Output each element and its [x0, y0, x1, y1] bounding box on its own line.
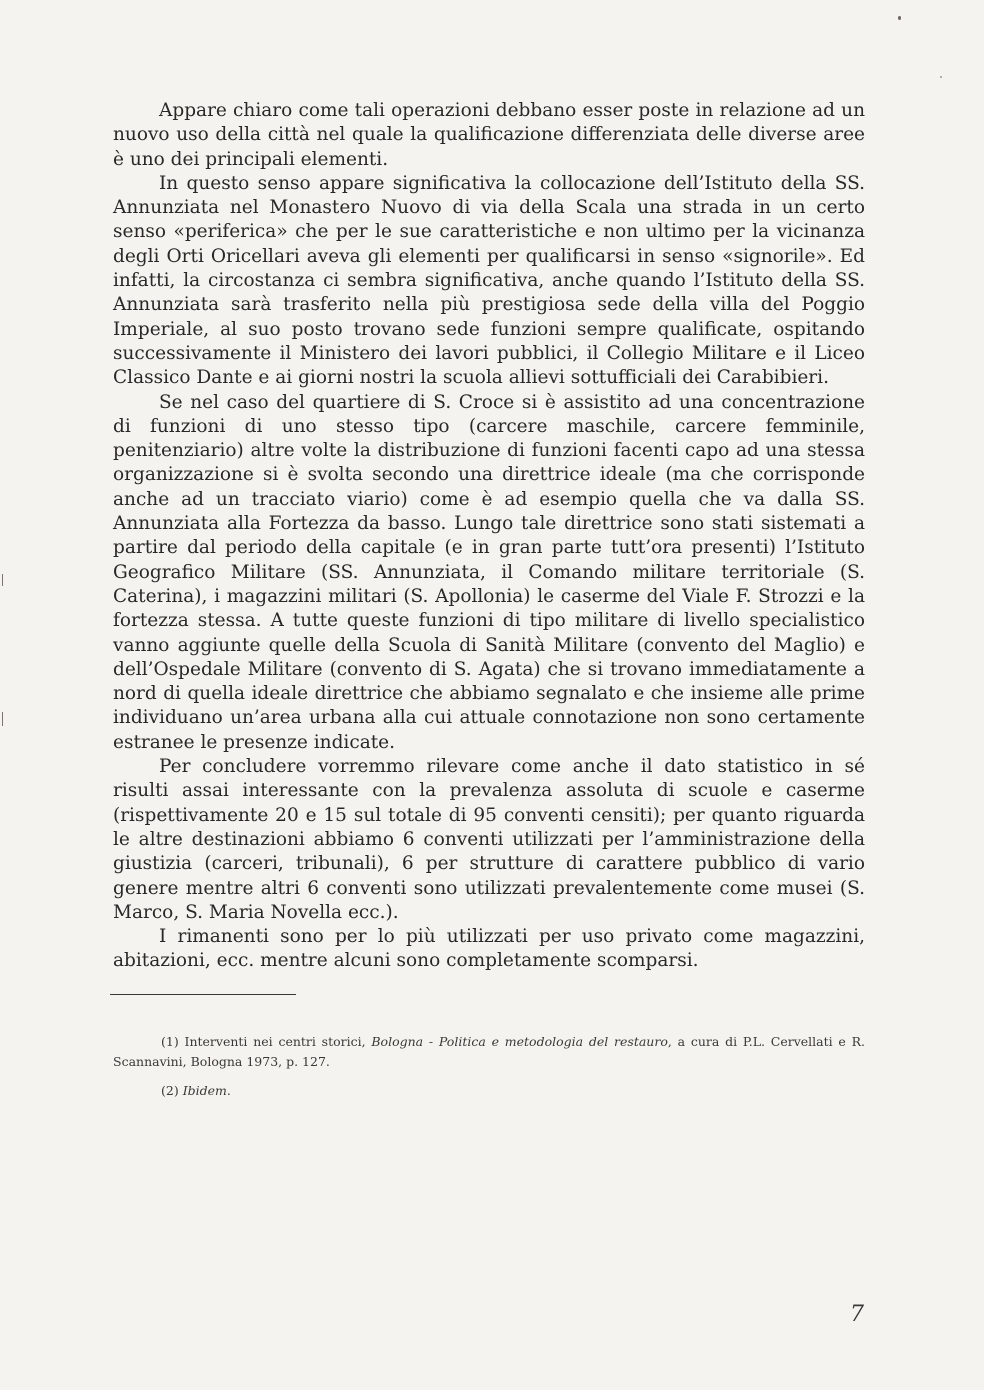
paragraph: Per concludere vorremmo rilevare come anche il dato statistico in sé risulti assai interessante con la prevalenza assoluta di scuole e caserme (rispettivamente 20 e 15 sul totale di 95 conventi censiti); per quanto riguarda le altre destinazioni abbiamo 6 conventi utilizzati per l’amministrazione della giustizia (carceri, tribunali), 6 per strutture di carattere pubblico di vario genere mentre altri 6 conventi sono utilizzati prevalentemente come musei (S. Marco, S. Maria Novella ecc.).	[113, 756, 865, 923]
footnote-title: Bologna - Politica e metodologia del restauro	[371, 1034, 668, 1049]
footnote-2	[113, 1081, 865, 1101]
footnote-marker: (2)	[161, 1083, 179, 1098]
footnote-marker: (1)	[161, 1034, 179, 1049]
paper-speck	[898, 16, 901, 20]
footnote-text: , a cura di P.L. Cervellati e R. Scannavini, Bologna 1973, p. 127.	[113, 1034, 865, 1069]
paragraph: Appare chiaro come tali operazioni debbano esser poste in relazione ad un nuovo uso della città nel quale la qualificazione differenziata delle diverse aree è uno dei principali elementi.	[113, 100, 865, 170]
footnote-text: .	[226, 1083, 231, 1098]
page-edge-mark	[2, 574, 3, 586]
footnotes	[113, 1032, 865, 1110]
page-number: 7	[850, 1302, 864, 1327]
paragraph: In questo senso appare significativa la collocazione dell’Istituto della SS. Annunziata nel Monastero Nuovo di via della Scala una strada in un certo senso «periferica» che per le sue caratteristiche e non ultimo per la vicinanza degli Orti Oricellari aveva gli elementi per qualificarsi in senso «signorile». Ed infatti, la circostanza ci sembra significativa, anche quando l’Istituto della SS. Annunziata sarà trasferito nella più prestigiosa sede della villa del Poggio Imperiale, al suo posto trovano sede funzioni sempre qualificate, ospitando successivamente il Ministero dei lavori pubblici, il Collegio Militare e il Liceo Classico Dante e ai giorni nostri la scuola allievi sottufficiali dei Carabibieri.	[113, 172, 865, 389]
paper-speck	[940, 76, 942, 78]
page-edge-mark	[2, 712, 3, 726]
footnote-title: Ibidem	[182, 1083, 227, 1098]
paragraph: I rimanenti sono per lo più utilizzati per uso privato come magazzini, abitazioni, ecc. mentre alcuni sono completamente scomparsi.	[113, 926, 865, 972]
paragraph: Se nel caso del quartiere di S. Croce si è assistito ad una concentrazione di funzioni di uno stesso tipo (carcere maschile, carcere femminile, penitenziario) altre volte la distribuzione di funzioni facenti capo ad una stessa organizzazione si è svolta secondo una direttrice ideale (ma che corrisponde anche ad un tracciato viario) come è ad esempio quella che va dalla SS. Annunziata alla Fortezza da basso. Lungo tale direttrice sono stati sistemati a partire dal periodo della capitale (e in gran parte tutt’ora presenti) l’Istituto Geografico Militare (SS. Annunziata, il Comando militare territoriale (S. Caterina), i magazzini militari (S. Apollonia) le caserme del Viale F. Strozzi e la fortezza stessa. A tutte queste funzioni di tipo militare di livello specialistico vanno aggiunte quelle della Scuola di Sanità Militare (convento del Maglio) e dell’Ospedale Militare (convento di S. Agata) che si trovano immediatamente a nord di quella ideale direttrice che abbiamo segnalato e che insieme alle prime individuano un’area urbana alla cui attuale connotazione non sono certamente estranee le presenze indicate.	[113, 391, 865, 753]
footnote-text: Interventi nei centri storici,	[184, 1034, 372, 1049]
footnote-separator	[110, 994, 296, 995]
footnote-1	[113, 1032, 865, 1072]
body-text	[113, 99, 865, 974]
